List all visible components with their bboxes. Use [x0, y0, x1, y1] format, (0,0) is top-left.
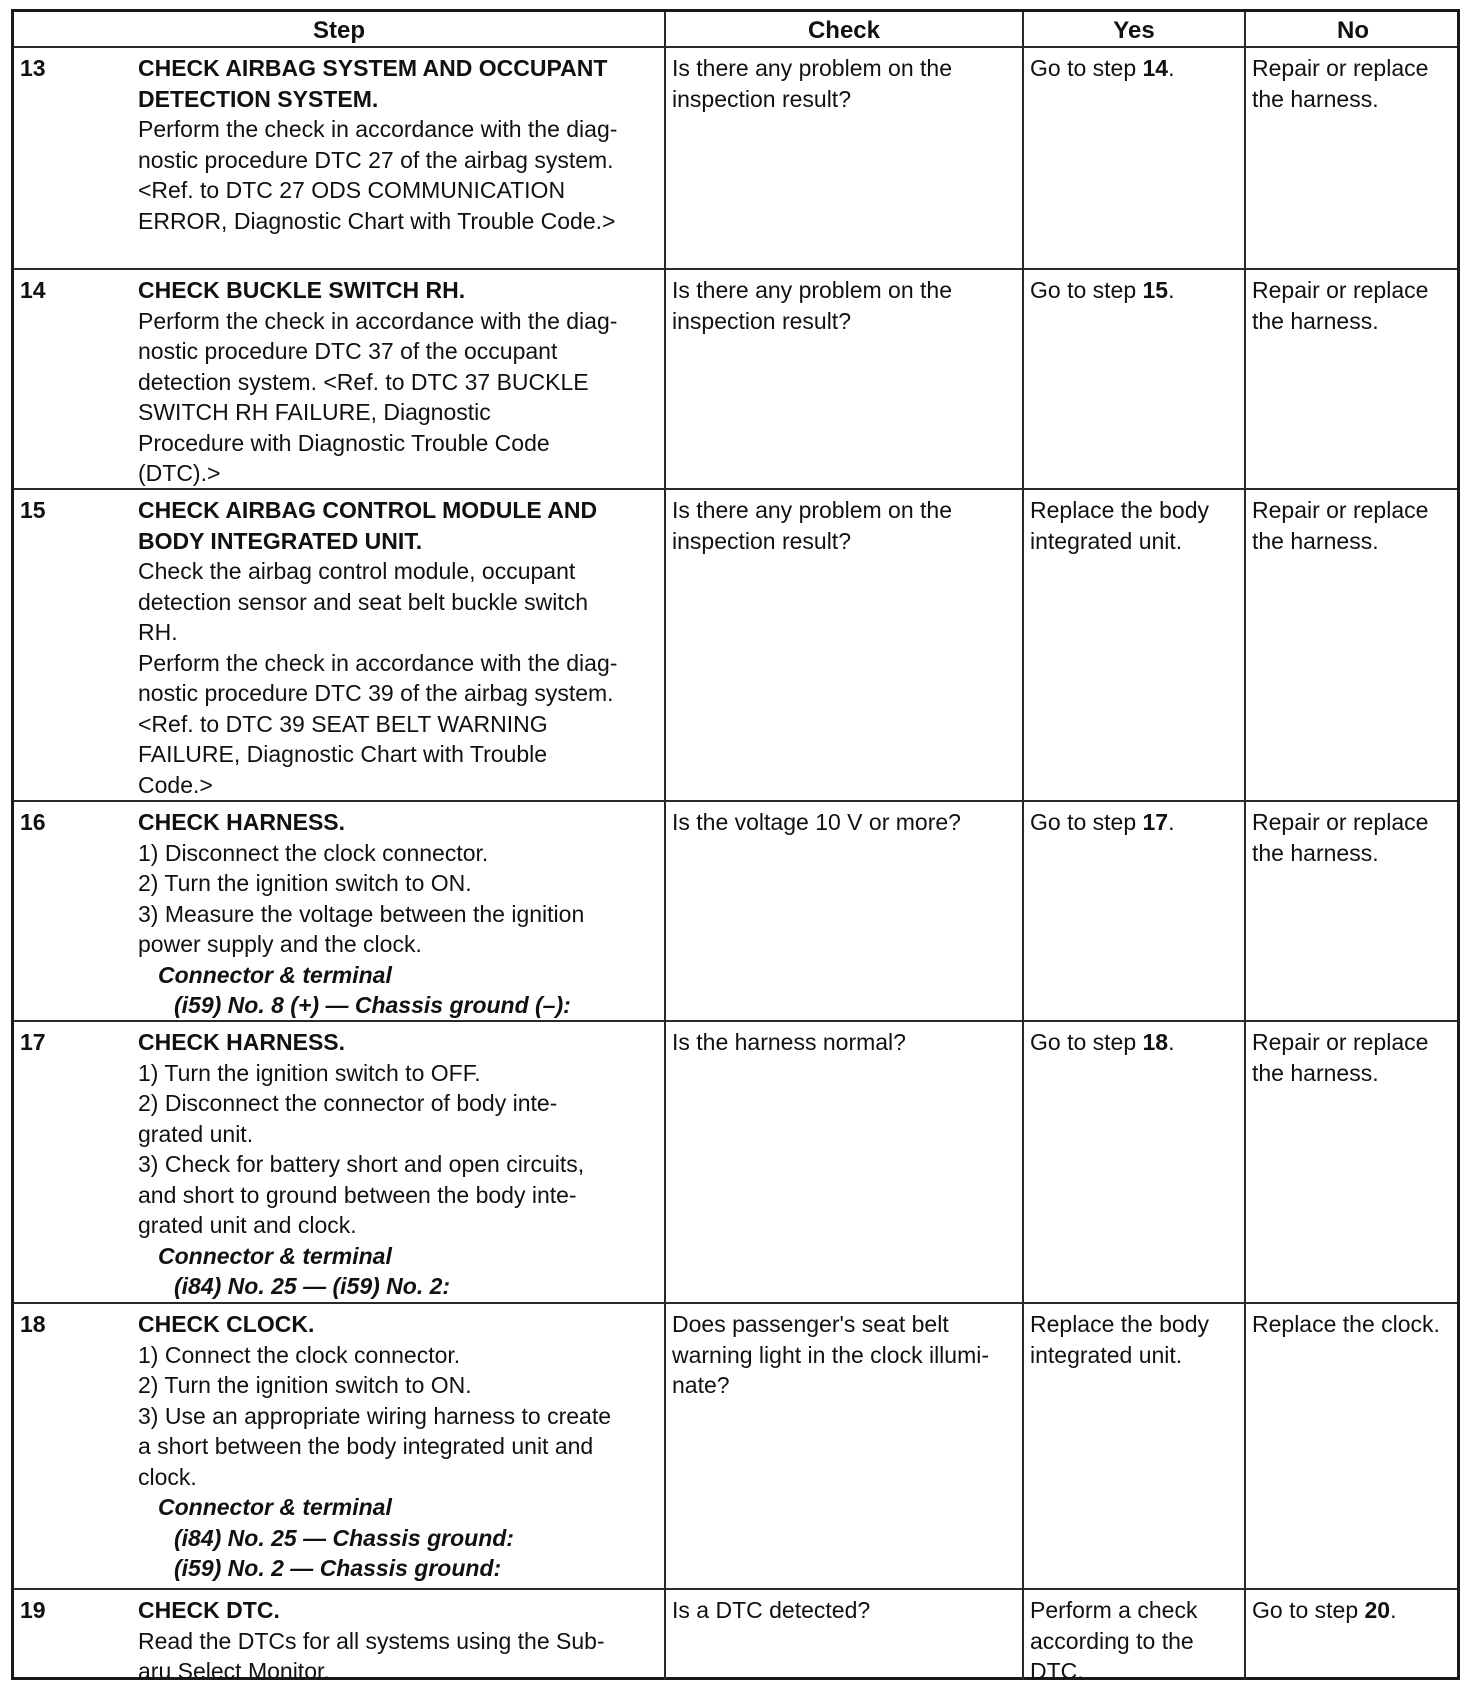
no-text: Repair or replace — [1252, 497, 1429, 523]
step-text: 2) Turn the ignition switch to ON. — [138, 1372, 472, 1398]
no-text: the harness. — [1252, 85, 1379, 112]
connector-terminal-label: Connector & terminal — [158, 961, 392, 988]
yes-cell — [1024, 1590, 1244, 1680]
yes-cell — [1024, 802, 1244, 1020]
diagnostic-table — [11, 9, 1460, 1680]
check-text: Is there any problem on the — [672, 497, 952, 523]
header-yes: Yes — [1113, 17, 1155, 44]
check-text: inspection result? — [672, 85, 851, 112]
no-cell — [1246, 802, 1460, 1020]
yes-cell — [1024, 270, 1244, 488]
yes-step-link[interactable]: 14 — [1142, 55, 1169, 81]
no-text: Repair or replace — [1252, 277, 1429, 303]
yes-text: Go to step — [1030, 277, 1143, 303]
step-text: 3) Check for battery short and open circuits, — [138, 1151, 585, 1177]
yes-cell — [1024, 1304, 1244, 1588]
step-text: detection sensor and seat belt buckle switch — [138, 588, 589, 615]
no-cell — [1246, 1022, 1460, 1302]
yes-text: Replace the body — [1030, 1311, 1210, 1337]
step-number: 14 — [20, 277, 46, 303]
check-cell — [666, 270, 1022, 488]
yes-cell — [1024, 490, 1244, 800]
table-header — [14, 12, 1457, 46]
step-text: power supply and the clock. — [138, 931, 422, 957]
step-text: grated unit. — [138, 1120, 254, 1147]
no-text: Go to step — [1252, 1597, 1365, 1623]
step-text: 1) Disconnect the clock connector. — [138, 839, 489, 866]
no-text: Replace the clock. — [1252, 1311, 1440, 1337]
step-text: nostic procedure DTC 27 of the airbag system. — [138, 146, 614, 173]
step-text: 2) Disconnect the connector of body inte- — [138, 1090, 558, 1116]
table-row — [14, 488, 1457, 800]
step-title: CHECK HARNESS. — [138, 809, 346, 835]
step-description — [132, 1304, 664, 1588]
step-text: RH. — [138, 619, 178, 645]
step-text: <Ref. to DTC 27 ODS COMMUNICATION — [138, 177, 566, 203]
step-title: CHECK CLOCK. — [138, 1311, 315, 1337]
step-number: 15 — [20, 497, 46, 523]
check-cell — [666, 48, 1022, 268]
table-row — [14, 46, 1457, 268]
step-text: Procedure with Diagnostic Trouble Code — [138, 429, 550, 456]
check-cell — [666, 1022, 1022, 1302]
step-text: Code.> — [138, 771, 213, 798]
check-cell — [666, 802, 1022, 1020]
step-text: 2) Turn the ignition switch to ON. — [138, 870, 472, 896]
connector-terminal-label: Connector & terminal — [158, 1494, 392, 1520]
no-text: Repair or replace — [1252, 55, 1429, 81]
check-text: nate? — [672, 1372, 730, 1398]
step-number: 18 — [20, 1311, 46, 1337]
no-text: the harness. — [1252, 307, 1379, 334]
yes-text: integrated unit. — [1030, 527, 1183, 554]
step-text: Perform the check in accordance with the diag- — [138, 649, 618, 676]
step-text: SWITCH RH FAILURE, Diagnostic — [138, 399, 491, 425]
step-text: and short to ground between the body inte- — [138, 1181, 577, 1208]
no-text: the harness. — [1252, 1059, 1379, 1086]
no-text: . — [1390, 1597, 1397, 1623]
yes-text: Go to step — [1030, 809, 1143, 835]
no-cell — [1246, 1304, 1460, 1588]
table-row — [14, 1302, 1457, 1588]
check-text: Is there any problem on the — [672, 277, 952, 303]
no-text: Repair or replace — [1252, 809, 1429, 835]
table-row — [14, 800, 1457, 1020]
yes-text: DTC. — [1030, 1658, 1084, 1680]
step-title: CHECK BUCKLE SWITCH RH. — [138, 277, 466, 303]
yes-text: Replace the body — [1030, 497, 1210, 523]
connector-terminal-value: (i84) No. 25 — (i59) No. 2: — [174, 1273, 451, 1299]
check-text: Is the harness normal? — [672, 1029, 906, 1055]
step-text: 3) Measure the voltage between the ignition — [138, 900, 585, 927]
step-title: CHECK AIRBAG CONTROL MODULE AND — [138, 497, 598, 523]
step-description — [132, 802, 664, 1020]
step-number: 17 — [20, 1029, 46, 1055]
no-cell — [1246, 270, 1460, 488]
step-text: Perform the check in accordance with the diag- — [138, 116, 618, 142]
check-text: Is there any problem on the — [672, 55, 952, 81]
yes-text: Go to step — [1030, 1029, 1143, 1055]
yes-text: . — [1168, 277, 1175, 303]
step-description — [132, 48, 664, 268]
connector-terminal-value: (i59) No. 2 — Chassis ground: — [174, 1555, 502, 1581]
step-text: nostic procedure DTC 37 of the occupant — [138, 338, 558, 364]
header-no: No — [1337, 17, 1369, 44]
header-step: Step — [312, 17, 365, 44]
step-text: FAILURE, Diagnostic Chart with Trouble — [138, 741, 548, 767]
check-text: inspection result? — [672, 307, 851, 334]
step-text: 1) Connect the clock connector. — [138, 1341, 461, 1368]
check-cell — [666, 1590, 1022, 1680]
yes-text: Go to step — [1030, 55, 1143, 81]
yes-text: . — [1168, 55, 1175, 81]
check-cell — [666, 1304, 1022, 1588]
yes-text: Perform a check — [1030, 1597, 1198, 1623]
step-title: CHECK AIRBAG SYSTEM AND OCCUPANT — [138, 55, 608, 81]
table-row — [14, 1020, 1457, 1302]
step-text: a short between the body integrated unit and — [138, 1433, 594, 1459]
step-title: BODY INTEGRATED UNIT. — [138, 527, 423, 554]
step-text: 1) Turn the ignition switch to OFF. — [138, 1059, 481, 1086]
step-number: 13 — [20, 55, 46, 81]
no-cell — [1246, 490, 1460, 800]
check-text: warning light in the clock illumi- — [672, 1341, 990, 1368]
check-text: Is a DTC detected? — [672, 1597, 871, 1623]
step-text: grated unit and clock. — [138, 1212, 357, 1238]
no-cell — [1246, 48, 1460, 268]
no-text: Repair or replace — [1252, 1029, 1429, 1055]
connector-terminal-value: (i84) No. 25 — Chassis ground: — [174, 1524, 514, 1551]
step-text: Check the airbag control module, occupant — [138, 558, 576, 584]
step-text: detection system. <Ref. to DTC 37 BUCKLE — [138, 368, 589, 395]
step-title: CHECK HARNESS. — [138, 1029, 346, 1055]
yes-cell — [1024, 48, 1244, 268]
step-number: 19 — [20, 1597, 46, 1623]
step-description — [132, 270, 664, 488]
no-text: the harness. — [1252, 527, 1379, 554]
step-text: clock. — [138, 1463, 197, 1490]
no-text: the harness. — [1252, 839, 1379, 866]
yes-text: integrated unit. — [1030, 1341, 1183, 1368]
step-description — [132, 1590, 664, 1680]
step-text: ERROR, Diagnostic Chart with Trouble Code.> — [138, 207, 616, 234]
check-text: Is the voltage 10 V or more? — [672, 809, 961, 835]
connector-terminal-value: (i59) No. 8 (+) — Chassis ground (–): — [174, 992, 571, 1018]
step-text: aru Select Monitor. — [138, 1658, 330, 1680]
yes-text: . — [1168, 1029, 1175, 1055]
header-check: Check — [807, 17, 881, 44]
yes-step-link[interactable]: 15 — [1142, 277, 1169, 303]
step-number: 16 — [20, 809, 46, 835]
step-text: 3) Use an appropriate wiring harness to create — [138, 1402, 612, 1429]
connector-terminal-label: Connector & terminal — [158, 1242, 392, 1269]
check-text: Does passenger's seat belt — [672, 1311, 949, 1337]
table-row — [14, 1588, 1457, 1680]
step-text: <Ref. to DTC 39 SEAT BELT WARNING — [138, 710, 548, 737]
check-cell — [666, 490, 1022, 800]
table-row — [14, 268, 1457, 488]
step-text: nostic procedure DTC 39 of the airbag system. — [138, 680, 614, 706]
step-text: Read the DTCs for all systems using the Sub- — [138, 1627, 605, 1654]
step-title: DETECTION SYSTEM. — [138, 85, 379, 112]
step-description — [132, 1022, 664, 1302]
step-title: CHECK DTC. — [138, 1597, 280, 1623]
check-text: inspection result? — [672, 527, 851, 554]
step-text: (DTC).> — [138, 460, 221, 486]
no-step-link[interactable]: 20 — [1364, 1597, 1391, 1623]
step-text: Perform the check in accordance with the diag- — [138, 307, 618, 334]
yes-step-link[interactable]: 17 — [1142, 809, 1169, 835]
no-cell — [1246, 1590, 1460, 1680]
yes-text: according to the — [1030, 1627, 1194, 1654]
yes-cell — [1024, 1022, 1244, 1302]
yes-step-link[interactable]: 18 — [1142, 1029, 1169, 1055]
yes-text: . — [1168, 809, 1175, 835]
step-description — [132, 490, 664, 800]
